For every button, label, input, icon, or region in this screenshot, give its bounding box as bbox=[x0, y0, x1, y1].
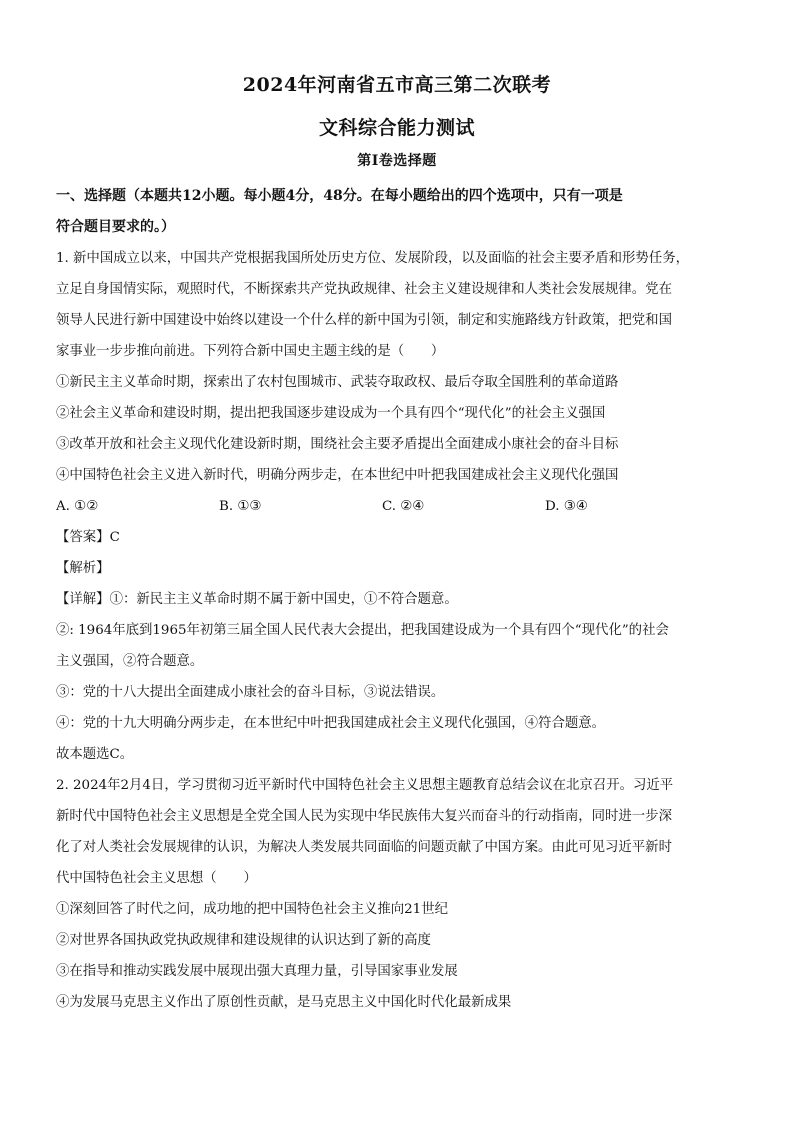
q1-stem-line: 立足自身国情实际，观照时代，不断探索共产党执政规律、社会主义建设规律和人类社会发展规律。党在 bbox=[56, 282, 672, 297]
section-title: 第Ⅰ卷选择题 bbox=[357, 153, 437, 169]
answer-value: C bbox=[109, 530, 120, 545]
q1-answer bbox=[56, 522, 744, 553]
q2-stem-line: 化了对人类社会发展规律的认识，为解决人类发展共同面临的问题贡献了中国方案。由此可见习近平新时 bbox=[56, 840, 672, 855]
q1-option-b: B. ①③ bbox=[219, 499, 262, 514]
q1-explanation-line: ④：党的十九大明确分两步走，在本世纪中叶把我国建成社会主义现代化强国，④符合题意。 bbox=[56, 716, 606, 731]
q2-stem-line: 新时代中国特色社会主义思想是全党全国人民为实现中华民族伟大复兴而奋斗的行动指南，同时进一步深 bbox=[56, 809, 672, 824]
analysis-label: 【解析】 bbox=[56, 561, 110, 576]
q1-explanation-line: 故本题选C。 bbox=[56, 747, 134, 762]
q2-statement: ④为发展马克思主义作出了原创性贡献，是马克思主义中国化时代化最新成果 bbox=[56, 995, 512, 1010]
q1-stem-line: 家事业一步步推向前进。下列符合新中国史主题主线的是（ ） bbox=[56, 344, 445, 359]
q1-option-c: C. ②④ bbox=[382, 499, 425, 514]
q2-stem-line: 代中国特色社会主义思想（ ） bbox=[56, 871, 257, 886]
instructions-line: 符合题目要求的。） bbox=[56, 219, 175, 235]
exam-subtitle: 文科综合能力测试 bbox=[318, 117, 475, 139]
q2-statement: ③在指导和推动实践发展中展现出强大真理力量，引导国家事业发展 bbox=[56, 964, 458, 979]
instructions-line: 一、选择题（本题共12小题。每小题4分，48分。在每小题给出的四个选项中，只有一项是 bbox=[56, 188, 623, 204]
answer-label: 【答案】 bbox=[56, 530, 110, 545]
q1-statement: ①新民主主义革命时期，探索出了农村包围城市、武装夺取政权、最后夺取全国胜利的革命道路 bbox=[56, 375, 619, 390]
q1-explanation-line: 主义强国，②符合题意。 bbox=[56, 654, 204, 669]
q1-option-d: D. ③④ bbox=[545, 499, 588, 514]
q1-statement: ③改革开放和社会主义现代化建设新时期，围绕社会主要矛盾提出全面建成小康社会的奋斗目标 bbox=[56, 437, 619, 452]
q1-stem-line: 1. 新中国成立以来，中国共产党根据我国所处历史方位、发展阶段，以及面临的社会主要矛盾和形势任务， bbox=[56, 251, 689, 266]
q2-statement: ①深刻回答了时代之问，成功地的把中国特色社会主义推向21世纪 bbox=[56, 902, 448, 917]
q1-statement: ④中国特色社会主义进入新时代，明确分两步走，在本世纪中叶把我国建成社会主义现代化强国 bbox=[56, 468, 619, 483]
q1-statement: ②社会主义革命和建设时期，提出把我国逐步建设成为一个具有四个“现代化”的社会主义强国 bbox=[56, 406, 606, 421]
detail-label: 【详解】 bbox=[56, 592, 110, 607]
exam-title: 2024年河南省五市高三第二次联考 bbox=[242, 74, 552, 96]
q1-explanation-line: ②: 1964年底到1965年初第三届全国人民代表大会提出，把我国建设成为一个具有四个“现代化”的社会 bbox=[56, 623, 669, 638]
explanation-text: ①：新民主主义革命时期不属于新中国史，①不符合题意。 bbox=[109, 592, 458, 607]
q2-stem-line: 2. 2024年2月4日，学习贯彻习近平新时代中国特色社会主义思想主题教育总结会议在北京召开。习近平 bbox=[56, 778, 674, 793]
document-body bbox=[56, 181, 744, 1018]
q2-statement: ②对世界各国执政党执政规律和建设规律的认识达到了新的高度 bbox=[56, 933, 431, 948]
q1-options bbox=[56, 491, 744, 522]
q1-explanation-line bbox=[56, 584, 744, 615]
q1-explanation-line: ③：党的十八大提出全面建成小康社会的奋斗目标，③说法错误。 bbox=[56, 685, 445, 700]
q1-option-a: A. ①② bbox=[56, 499, 99, 514]
q1-stem-line: 领导人民进行新中国建设中始终以建设一个什么样的新中国为引领，制定和实施路线方针政策，把党和国 bbox=[56, 313, 672, 328]
